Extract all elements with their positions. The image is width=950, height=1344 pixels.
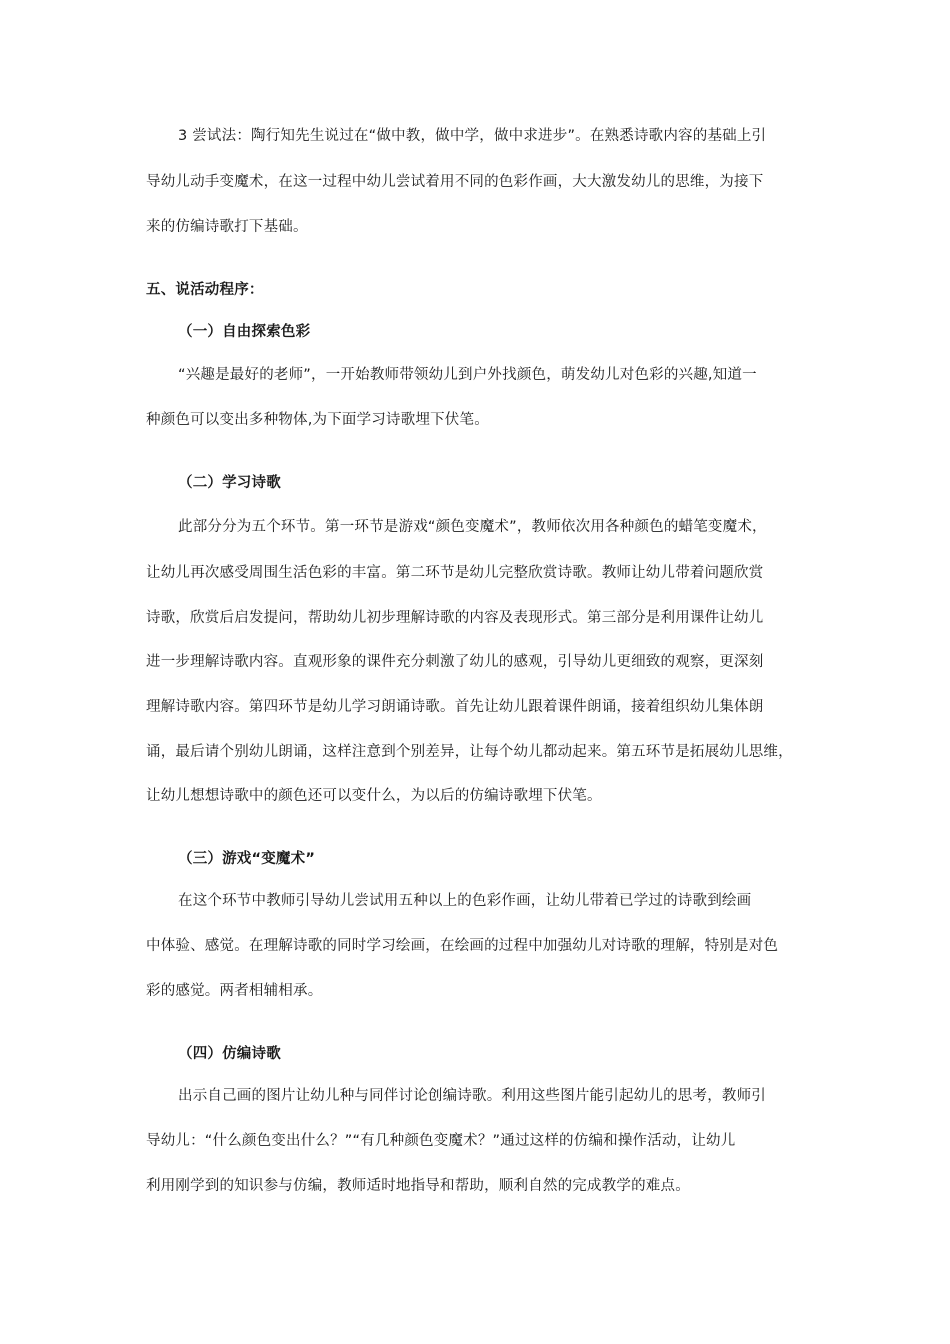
paragraph-line: 3 尝试法：陶行知先生说过在“做中教，做中学，做中求进步”。在熟悉诗歌内容的基础上引	[178, 128, 767, 144]
paragraph-line: 导幼儿：“什么颜色变出什么？”“有几种颜色变魔术？”通过这样的仿编和操作活动，让幼儿	[146, 1133, 736, 1149]
subsection-heading: （二）学习诗歌	[178, 475, 281, 491]
paragraph-line: 让幼儿想想诗歌中的颜色还可以变什么，为以后的仿编诗歌埋下伏笔。	[146, 788, 602, 804]
paragraph-line: 导幼儿动手变魔术，在这一过程中幼儿尝试着用不同的色彩作画，大大激发幼儿的思维，为接下	[146, 174, 764, 190]
paragraph-line: 理解诗歌内容。第四环节是幼儿学习朗诵诗歌。首先让幼儿跟着课件朗诵，接着组织幼儿集体朗	[146, 699, 764, 715]
paragraph-line: “兴趣是最好的老师”，一开始教师带领幼儿到户外找颜色，萌发幼儿对色彩的兴趣,知道一	[178, 367, 757, 383]
paragraph-line: 利用刚学到的知识参与仿编，教师适时地指导和帮助，顺利自然的完成教学的难点。	[146, 1178, 690, 1194]
paragraph-line: 在这个环节中教师引导幼儿尝试用五种以上的色彩作画，让幼儿带着已学过的诗歌到绘画	[178, 893, 752, 909]
subsection-heading: （一）自由探索色彩	[178, 324, 311, 340]
paragraph-line: 来的仿编诗歌打下基础。	[146, 219, 308, 235]
section-heading: 五、说活动程序：	[146, 282, 264, 298]
paragraph-line: 诵，最后请个别幼儿朗诵，这样注意到个别差异，让每个幼儿都动起来。第五环节是拓展幼儿思维，	[146, 744, 793, 760]
paragraph-line: 让幼儿再次感受周围生活色彩的丰富。第二环节是幼儿完整欣赏诗歌。教师让幼儿带着问题欣赏	[146, 565, 764, 581]
paragraph-line: 诗歌，欣赏后启发提问，帮助幼儿初步理解诗歌的内容及表现形式。第三部分是利用课件让幼儿	[146, 610, 764, 626]
paragraph-line: 彩的感觉。两者相辅相承。	[146, 983, 323, 999]
subsection-heading: （四）仿编诗歌	[178, 1046, 281, 1062]
paragraph-line: 进一步理解诗歌内容。直观形象的课件充分刺激了幼儿的感观，引导幼儿更细致的观察，更深刻	[146, 654, 764, 670]
paragraph-line: 出示自己画的图片让幼儿种与同伴讨论创编诗歌。利用这些图片能引起幼儿的思考，教师引	[178, 1088, 766, 1104]
paragraph-line: 中体验、感觉。在理解诗歌的同时学习绘画，在绘画的过程中加强幼儿对诗歌的理解，特别是对色	[146, 938, 779, 954]
paragraph-line: 种颜色可以变出多种物体,为下面学习诗歌埋下伏笔。	[146, 412, 489, 428]
subsection-heading: （三）游戏“变魔术”	[178, 851, 316, 867]
paragraph-line: 此部分分为五个环节。第一环节是游戏“颜色变魔术”，教师依次用各种颜色的蜡笔变魔术，	[178, 519, 767, 535]
